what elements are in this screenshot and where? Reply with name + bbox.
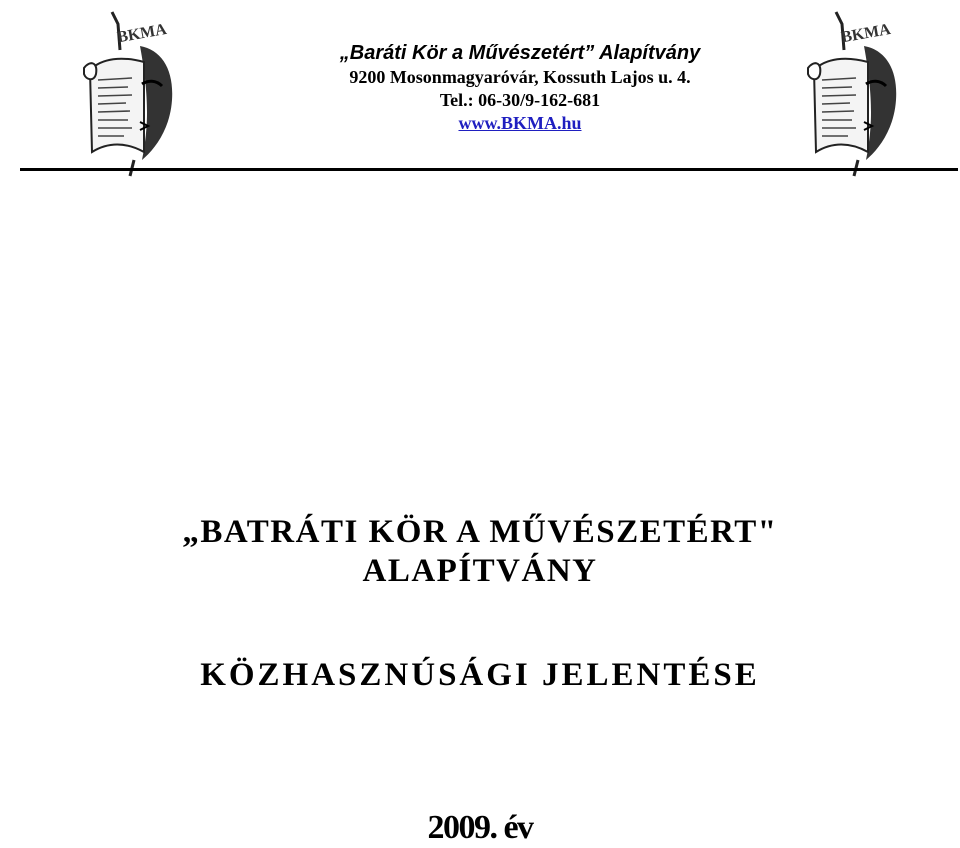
svg-text:BKMA: BKMA bbox=[839, 20, 892, 47]
website-link[interactable]: www.BKMA.hu bbox=[458, 113, 582, 133]
svg-text:BKMA: BKMA bbox=[115, 20, 168, 47]
foundation-phone: Tel.: 06-30/9-162-681 bbox=[439, 90, 601, 110]
bkma-logo-icon bbox=[82, 10, 178, 178]
foundation-address: 9200 Mosonmagyaróvár, Kossuth Lajos u. 4. bbox=[349, 67, 691, 87]
header-divider bbox=[20, 168, 958, 171]
document-title-line1: „BATRÁTI KÖR A MŰVÉSZETÉRT" bbox=[182, 514, 778, 550]
document-subtitle: KÖZHASZNÚSÁGI JELENTÉSE bbox=[200, 657, 760, 693]
bkma-logo-icon bbox=[806, 10, 902, 178]
foundation-name: „Baráti Kör a Művészetért” Alapítvány bbox=[339, 42, 701, 64]
document-title-line2: ALAPÍTVÁNY bbox=[362, 553, 598, 589]
letterhead bbox=[300, 40, 740, 134]
document-year: 2009. év bbox=[427, 809, 533, 846]
